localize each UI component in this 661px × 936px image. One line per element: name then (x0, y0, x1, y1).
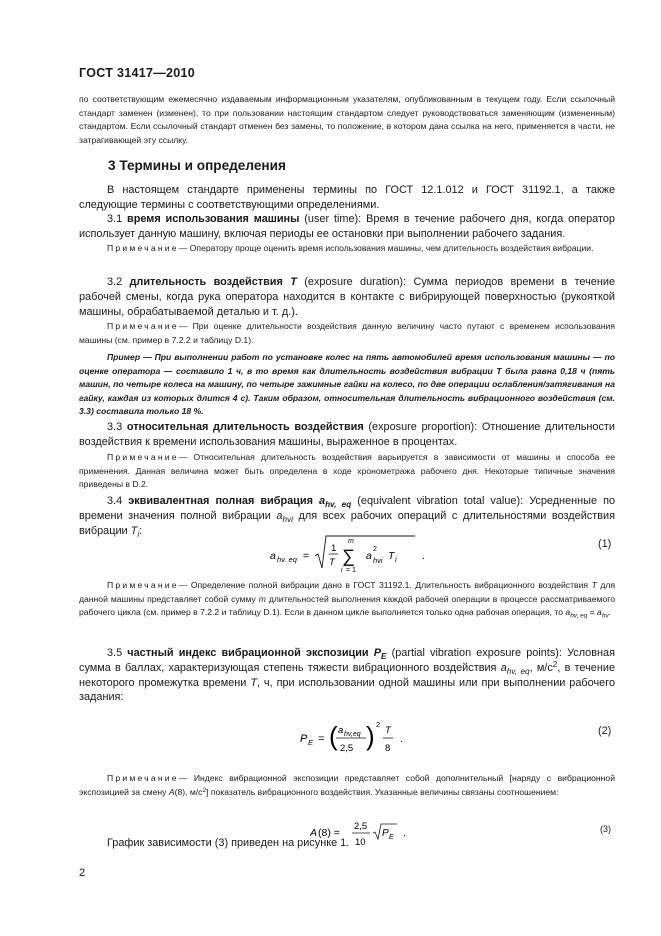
figure-reference: График зависимости (3) приведен на рисунке 1. (107, 837, 350, 849)
svg-text:1: 1 (331, 543, 337, 554)
svg-text:∑: ∑ (342, 546, 355, 566)
formula-1 (270, 532, 440, 576)
svg-text:P: P (382, 828, 389, 839)
svg-text:T: T (385, 725, 391, 736)
svg-text:.: . (422, 550, 425, 562)
section-heading: 3 Термины и определения (108, 158, 286, 173)
term-3-1: 3.1 время использования машины (user time): Время в течение рабочего дня, когда оператор использует данную машину, включая периоды ее остановки при выполнении рабочего задания. (79, 213, 615, 240)
svg-text:10: 10 (355, 837, 366, 848)
svg-text:m: m (348, 538, 354, 545)
svg-text:A: A (310, 827, 318, 839)
note-3-5: Примечание— Индекс вибрационной экспозиции представляет собой дополнительный [наряду с вибрационной экспозицией за смену A(8), $м/с^2$] показатель вибрационного воздействия. Указанные величины связаны соотношением: (79, 773, 615, 797)
equation-number-2: (2) (598, 725, 612, 737)
term-3-3-name: относительная длительность воздействия (126, 421, 364, 433)
svg-text:a: a (338, 725, 344, 736)
page-number: 2 (79, 867, 86, 879)
svg-text:E: E (389, 834, 394, 841)
note-3-1: Примечание— Оператору проще оценить время использования машины, чем длительность воздействия вибрации. (107, 243, 594, 253)
note-3-3: Примечание— Относительная длительность воздействия варьируется в зависимости от машины и способа ее применения. Данная величина может быть определена в ходе хронометража рабочего дня. Некоторые типичные значения приведены в D.2. (79, 452, 615, 489)
svg-text:P: P (300, 733, 308, 745)
term-3-4-name: эквивалентная полная вибрация (128, 495, 313, 507)
term-3-5-name: частный индекс вибрационной экспозиции (127, 647, 369, 659)
svg-text:i: i (395, 555, 397, 564)
formula-2 (300, 718, 420, 762)
intro-paragraph: В настоящем стандарте применены термины по ГОСТ 12.1.012 и ГОСТ 31192.1, а также следующие термины с соответствующими определениями. (79, 184, 615, 211)
svg-text:(: ( (329, 721, 338, 751)
svg-text:2,5: 2,5 (354, 821, 368, 832)
svg-text:i: i (341, 567, 343, 574)
svg-text:(8) =: (8) = (318, 827, 340, 839)
svg-text:= 1: = 1 (346, 567, 356, 574)
svg-text:2,5: 2,5 (340, 743, 354, 754)
paragraph-references: по соответствующим ежемесячно издаваемым информационным указателям, опубликованным в текущем году. Если ссылочный стандарт заменен (изменен), то при пользовании настоящим стандартом следует руководствоваться заменяющим (измененным) стандартом. Если ссылочный стандарт отменен без замены, то положение, в котором дана ссылка на него, применяется в части, не затрагивающей эту ссылку. (79, 94, 615, 145)
svg-text:): ) (366, 721, 375, 751)
term-3-5: 3.5 частный индекс вибрационной экспозиции $P_E$ (partial vibration exposure points): Условная сумма в баллах, характеризующая степень тяжести вибрационного воздействия $a_{hv, eq}$, $м/с^2$, в течение некоторого промежутка времени T, ч, при использовании одной машины или при выполнении рабочего задания: (79, 647, 616, 704)
svg-text:E: E (308, 738, 314, 747)
term-3-2: 3.2 длительность воздействия T (exposure duration): Сумма периодов времени в течение рабочей смены, когда рука оператора находится в контакте с вибрирующей поверхностью (рукояткой машины, обрабатываемой деталью и т. д.). (79, 276, 616, 318)
svg-text:T: T (388, 550, 395, 562)
svg-text:a: a (366, 550, 372, 562)
svg-text:2: 2 (376, 720, 381, 729)
svg-text:a: a (270, 550, 276, 562)
term-3-4: 3.4 эквивалентная полная вибрация $a_{hv, eq}$ (equivalent vibration total value): Усредненные по времени значения полной вибрации $a_{hvi}$ для всех рабочих операций с длительностями воздействия вибрации $T_i$: (79, 495, 616, 539)
term-3-1-name: время использования машины (127, 213, 300, 225)
equation-number-3: (3) (600, 824, 611, 834)
svg-text:hv,eq: hv,eq (344, 731, 361, 738)
svg-text:hv. eq: hv. eq (277, 555, 297, 564)
note-3-2: Примечание— При оценке длительности воздействия данную величину часто путают с временем использования машины (см. пример в 7.2.2 и таблицу D.1). (79, 321, 615, 345)
svg-text:hvi: hvi (373, 556, 383, 565)
equation-number-1: (1) (598, 538, 612, 550)
note-3-4: Примечание— Определение полной вибрации дано в ГОСТ 31192.1. Длительность вибрационного воздействия T для данной машины представляет собой сумму m длительностей выполнения каждой рабочей операции в процессе рассматриваемого рабочего цикла (см. пример в 7.2.2 и таблицу D.1). Если в данном цикле выполняется только одна рабочая операция, то $a_{hv, eq} = a_{hv}$. (79, 580, 616, 620)
example-3-2: Пример — При выполнении работ по установке колес на пять автомобилей время использования машины — по оценке оператора — составило 1 ч, в то время как длительность воздействия вибрации T была равна 0,18 ч (пять машин, по четыре колеса на машину, по четыре зажимные гайки на колесо, по две операции ослабления/затягивания на гайку, каждая из которых длится 4 с). Таким образом, относительная длительность вибрационного воздействия (см. 3.3) составила только 18 %. (79, 352, 615, 416)
svg-text:.: . (400, 733, 404, 745)
svg-text:8: 8 (385, 743, 391, 754)
document-header: ГОСТ 31417—2010 (79, 66, 196, 80)
term-3-2-name: длительность воздействия (129, 276, 283, 288)
svg-text:=: = (318, 733, 325, 745)
term-3-3: 3.3 относительная длительность воздействия (exposure proportion): Отношение длительности воздействия к времени использования машины, выраженное в процентах. (79, 421, 615, 448)
svg-text:=: = (303, 550, 310, 562)
svg-text:T: T (329, 557, 335, 568)
svg-text:2: 2 (373, 546, 377, 553)
svg-text:.: . (403, 827, 406, 839)
